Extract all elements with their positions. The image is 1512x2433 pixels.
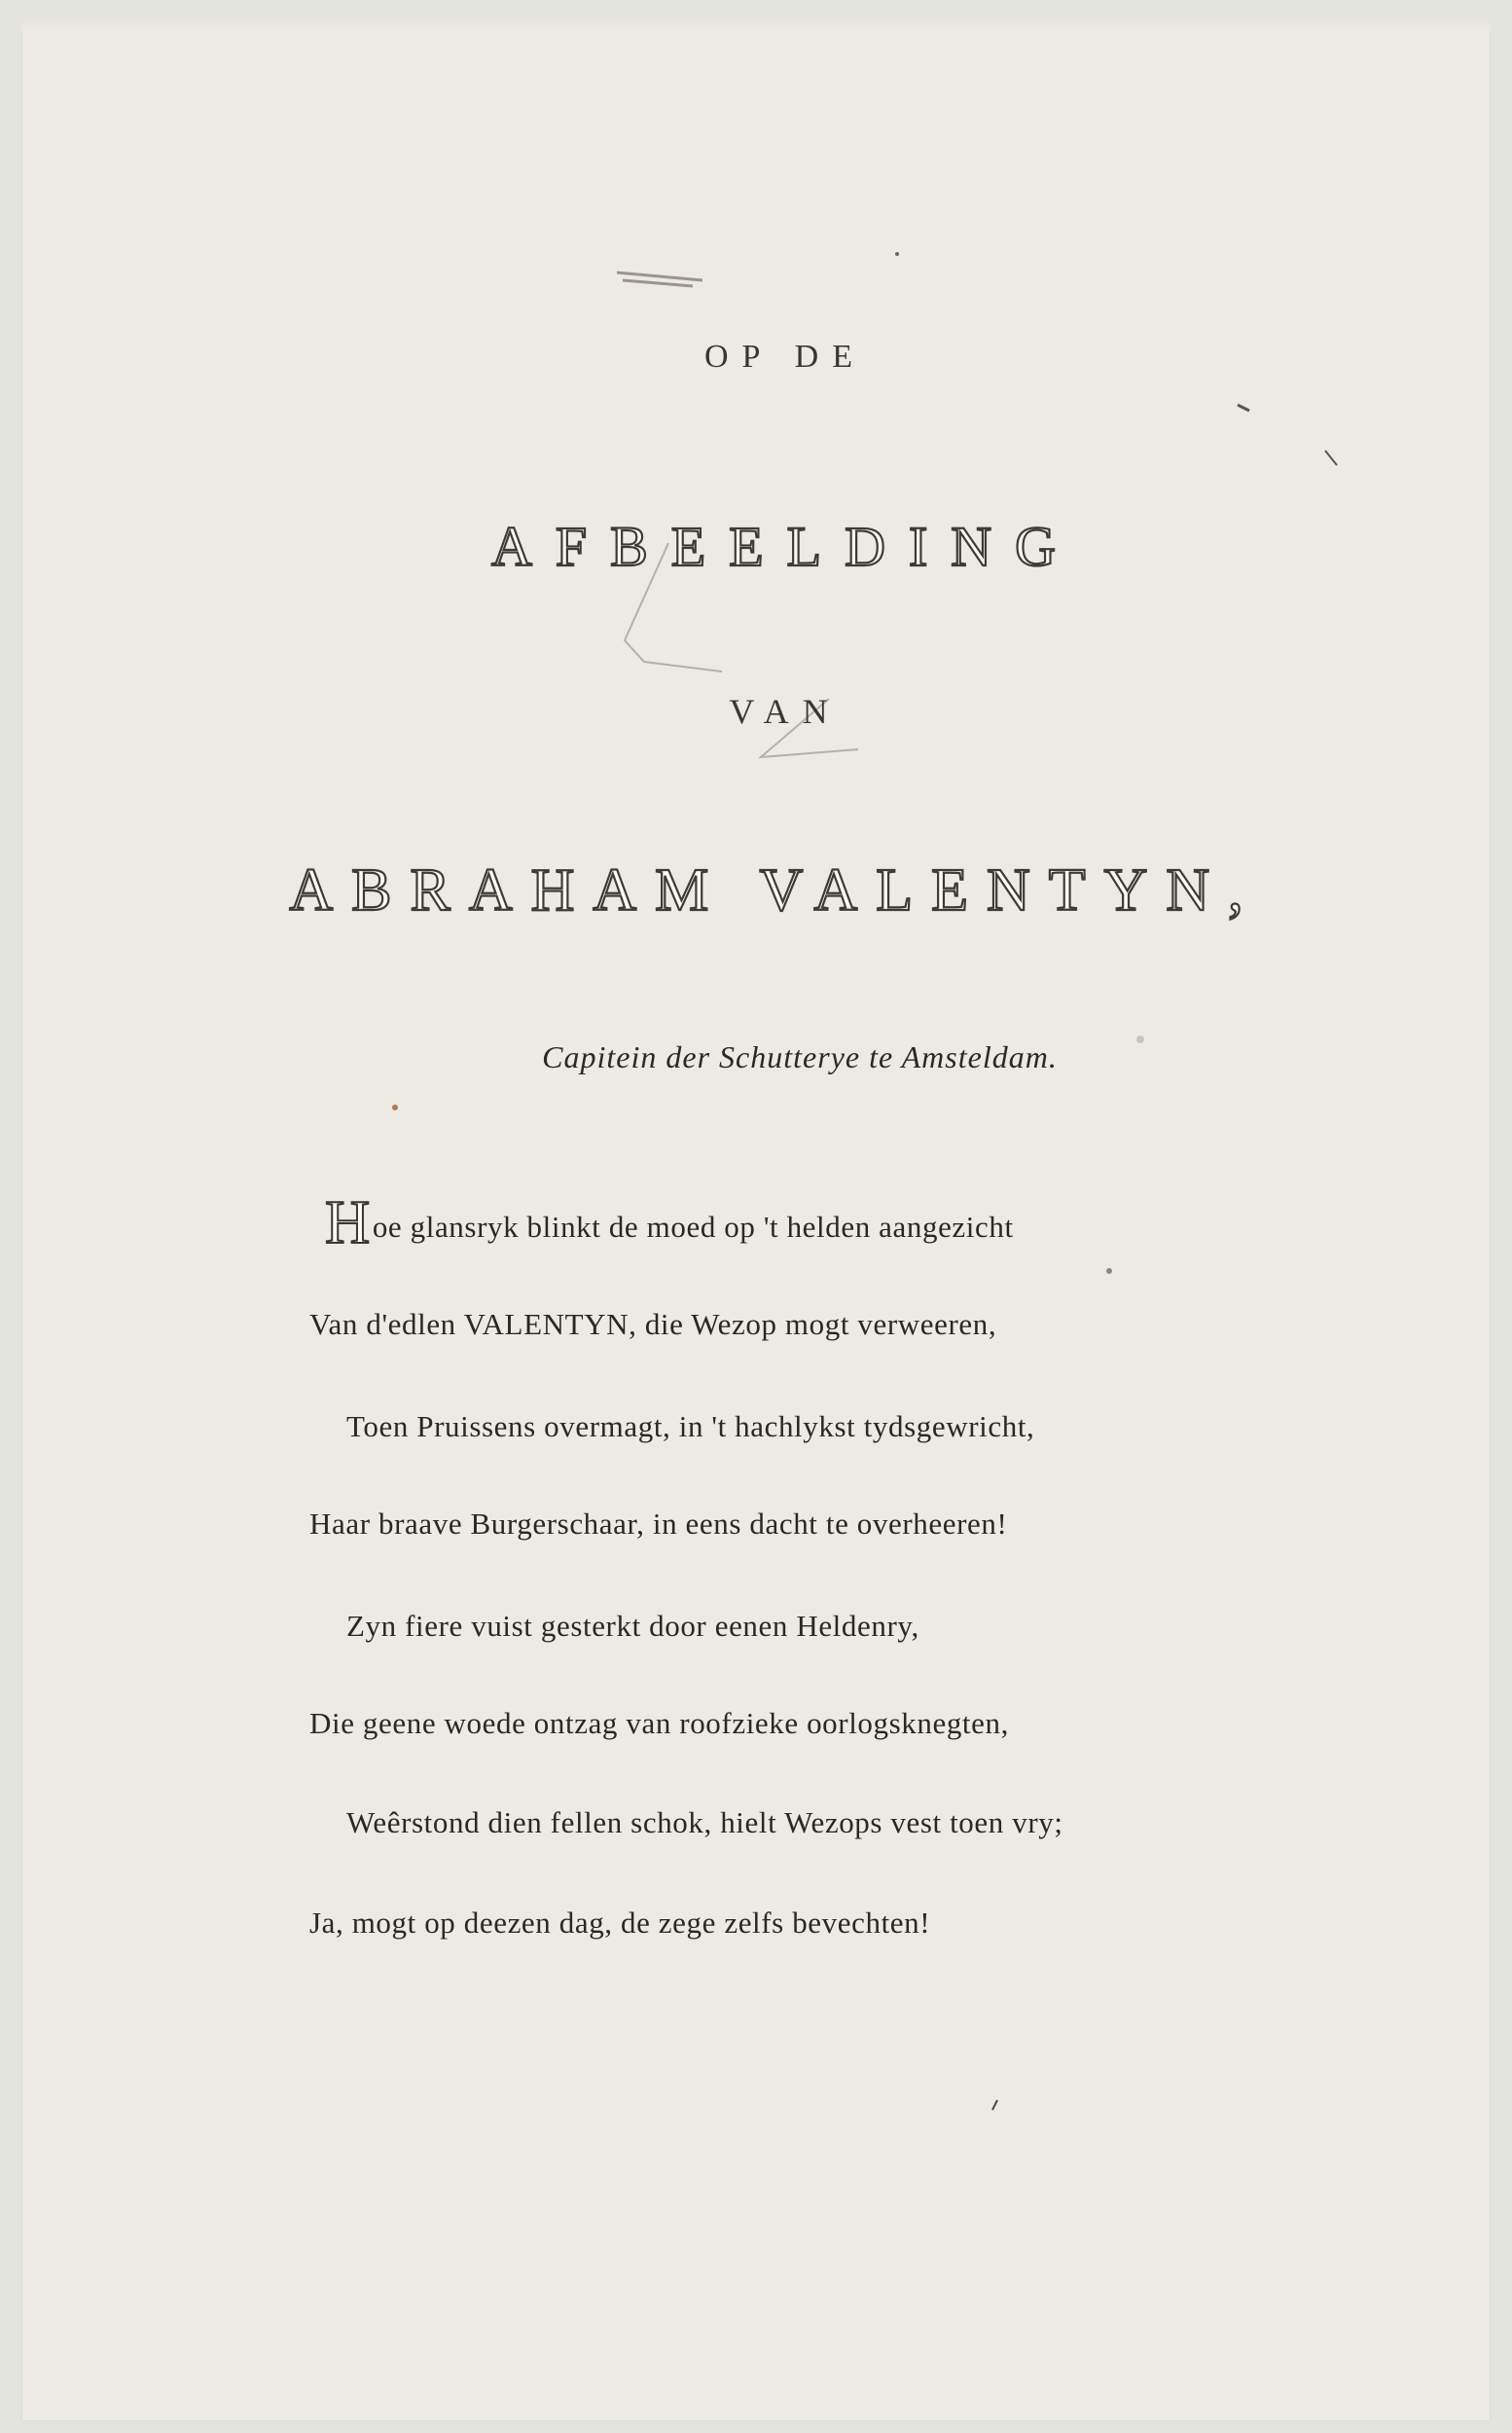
poem-line-8: Ja, mogt op deezen dag, de zege zelfs bevechten! xyxy=(309,1906,931,1940)
subtitle: Capitein der Schutterye te Amsteldam. xyxy=(542,1039,1058,1074)
heading-afbeelding: AFBEELDING xyxy=(490,515,1080,578)
heading-van: VAN xyxy=(729,692,842,731)
poem-line-4: Haar braave Burgerschaar, in eens dacht te overheeren! xyxy=(309,1507,1008,1541)
poem-line-1-text: oe glansryk blinkt de moed op 't helden aangezicht xyxy=(372,1210,1014,1244)
printed-sheet xyxy=(21,18,1491,2421)
poem-line-1: Hoe glansryk blinkt de moed op 't helden aangezicht xyxy=(325,1187,1014,1256)
poem-line-2: Van d'edlen VALENTYN, die Wezop mogt verweeren, xyxy=(309,1307,997,1341)
poem-line-7: Weêrstond dien fellen schok, hielt Wezops vest toen vry; xyxy=(346,1805,1063,1839)
heading-name: ABRAHAM VALENTYN, xyxy=(289,857,1262,924)
poem-line-3: Toen Pruissens overmagt, in 't hachlykst tydsgewricht, xyxy=(346,1409,1035,1443)
heading-op-de: OP DE xyxy=(703,339,867,375)
poem-line-6: Die geene woede ontzag van roofzieke oorlogsknegten, xyxy=(309,1706,1009,1740)
poem-line-5: Zyn fiere vuist gesterkt door eenen Heldenry, xyxy=(346,1609,919,1643)
